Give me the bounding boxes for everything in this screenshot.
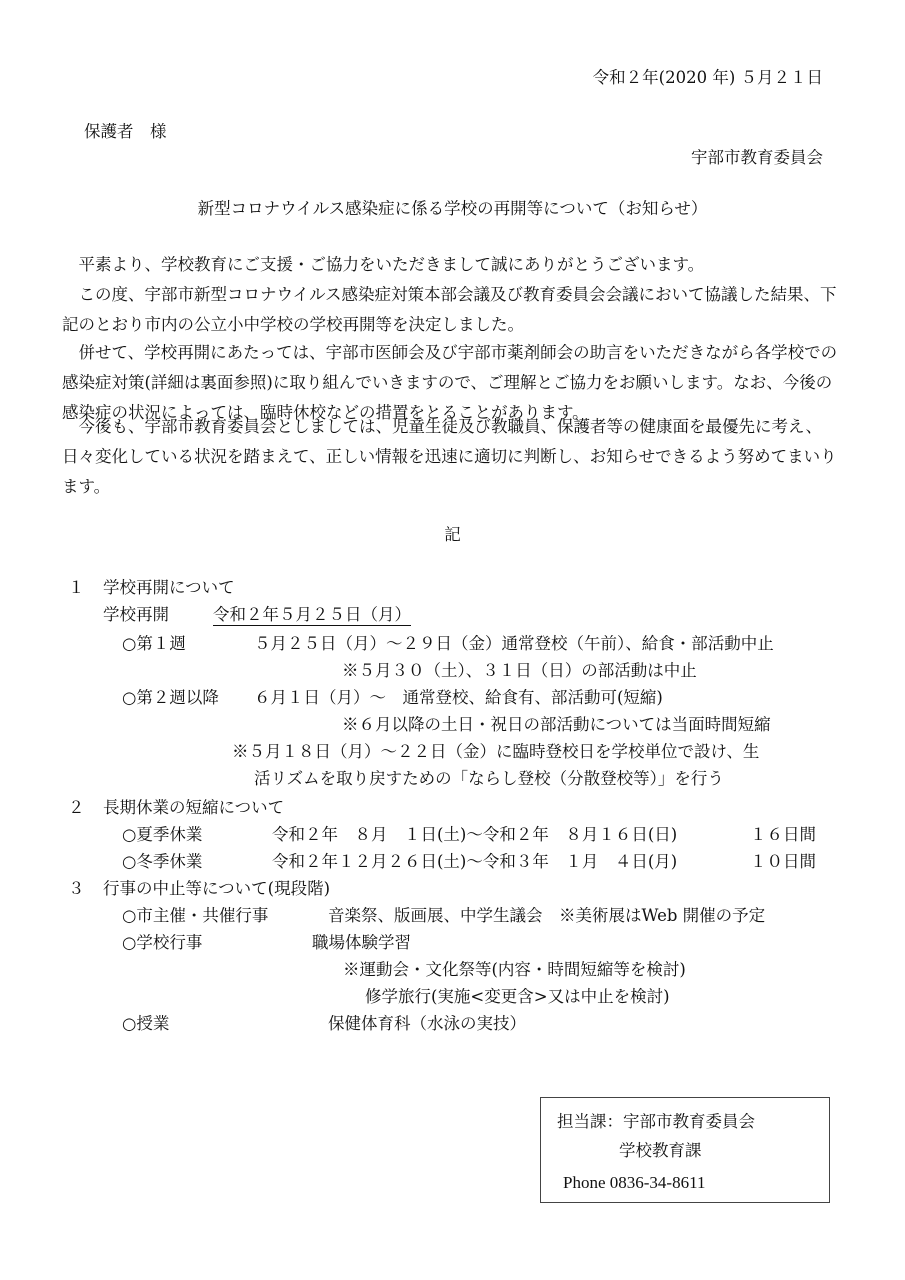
attendance-note: ※５月１８日（月）～２２日（金）に臨時登校日を学校単位で設け、生 [232,742,760,761]
week2-detail: ６月１日（月）～ 通常登校、給食有、部活動可(短縮) [254,688,663,707]
section-number: ３ [68,879,85,898]
week1-detail: ５月２５日（月）～２９日（金）通常登校（午前）、給食・部活動中止 [254,634,774,653]
body-paragraph: 併せて、学校再開にあたっては、宇部市医師会及び宇部市薬剤師会の助言をいただきながら各学校での感染症対策(詳細は裏面参照)に取り組んでいきますので、ご理解とご協力をお願いします。なお、今後の感染症の状況によっては、臨時休校などの措置をとることがあります。 [62,343,838,422]
reopen-label: 学校再開 [103,605,169,624]
summer-days: １６日間 [750,825,816,844]
section-number: ２ [68,798,85,817]
winter-days: １０日間 [750,852,816,871]
document-title: 新型コロナウイルス感染症に係る学校の再開等について（お知らせ） [197,199,708,218]
class-label: ○授業 [122,1014,170,1033]
body-paragraph: 平素より、学校教育にご支援・ご協力をいただきまして誠にありがとうございます。 [78,255,705,274]
ki-heading: 記 [444,525,461,544]
section-number: １ [68,578,85,597]
contact-department: 担当課：宇部市教育委員会 [557,1112,755,1131]
school-events-note: ※運動会・文化祭等(内容・時間短縮等を検討) [343,960,686,979]
contact-section: 学校教育課 [619,1141,702,1160]
school-events-detail: 職場体験学習 [312,933,411,952]
winter-period: 令和２年１２月２６日(土)～令和３年 １月 ４日(月) [272,852,678,871]
summer-period: 令和２年 ８月 １日(土)～令和２年 ８月１６日(日) [272,825,678,844]
week2-note: ※６月以降の土日・祝日の部活動については当面時間短縮 [342,715,771,734]
sender: 宇部市教育委員会 [691,148,823,167]
document-date: 令和２年(2020 年) ５月２１日 [592,68,823,87]
week1-note: ※５月３０（土）、３１日（日）の部活動は中止 [342,661,697,680]
addressee: 保護者 様 [84,122,167,141]
winter-label: ○冬季休業 [122,852,203,871]
week1-label: ○第１週 [122,634,186,653]
attendance-note-cont: 活リズムを取り戻すための「ならし登校（分散登校等）」を行う [254,769,724,788]
week2-label: ○第２週以降 [122,688,219,707]
body-paragraph: 今後も、宇部市教育委員会としましては、児童生徒及び教職員、保護者等の健康面を最優先に考え、日々変化している状況を踏まえて、正しい情報を迅速に適切に判断し、お知らせできるよう努めてまいります。 [62,417,837,496]
section-heading: 長期休業の短縮について [103,798,285,817]
reopen-date: 令和２年５月２５日（月） [213,605,411,624]
summer-label: ○夏季休業 [122,825,203,844]
section-heading: 行事の中止等について(現段階) [103,879,331,898]
city-events-detail: 音楽祭、版画展、中学生議会 ※美術展はWeb 開催の予定 [328,906,766,925]
school-events-label: ○学校行事 [122,933,203,952]
contact-box [540,1097,830,1203]
city-events-label: ○市主催・共催行事 [122,906,269,925]
class-detail: 保健体育科（水泳の実技） [328,1014,526,1033]
school-trip-note: 修学旅行(実施<変更含>又は中止を検討) [365,987,670,1006]
section-heading: 学校再開について [103,578,235,597]
body-paragraph: この度、宇部市新型コロナウイルス感染症対策本部会議及び教育委員会会議において協議した結果、下記のとおり市内の公立小中学校の学校再開等を決定しました。 [62,285,837,334]
contact-phone: Phone 0836-34-8611 [563,1173,706,1192]
